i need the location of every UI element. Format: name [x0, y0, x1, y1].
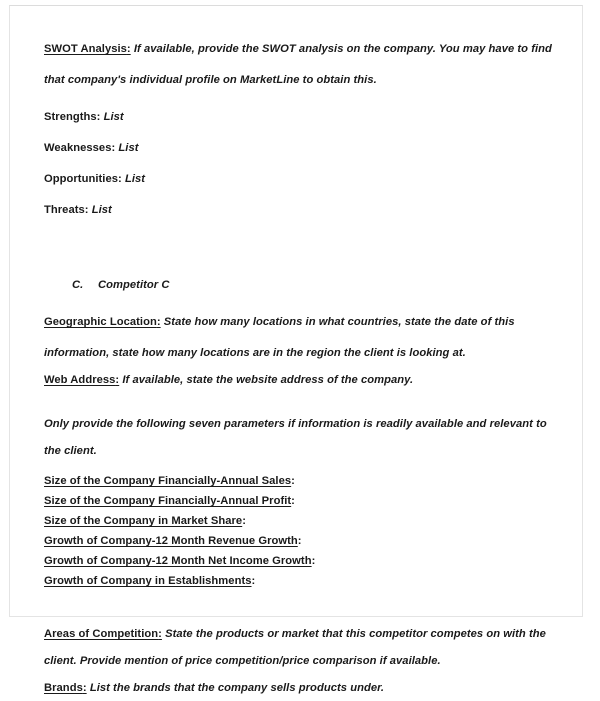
parameter-line — [44, 491, 562, 511]
section-title: Competitor C — [98, 279, 170, 291]
parameter-line — [44, 511, 562, 531]
areas-of-competition-text: State the products or market that this competitor competes on with the client. Provide mention of price competition/price comparison if available. — [44, 628, 546, 667]
seven-parameters-note — [44, 411, 562, 465]
parameter-line — [44, 551, 562, 571]
weaknesses-line — [44, 133, 562, 164]
section-heading-competitor-c — [44, 270, 562, 301]
parameter-line — [44, 571, 562, 591]
parameter-colon: : — [291, 475, 295, 487]
parameter-line — [44, 531, 562, 551]
parameter-colon: : — [251, 575, 256, 587]
parameter-label: Growth of Company in Establishments — [44, 575, 252, 587]
parameter-colon: : — [311, 555, 316, 567]
parameter-label: Growth of Company-12 Month Revenue Growth — [44, 535, 298, 547]
web-address-paragraph — [44, 369, 562, 391]
swot-analysis-paragraph — [44, 34, 562, 96]
parameter-label: Size of the Company Financially-Annual Profit — [44, 495, 292, 507]
geographic-location-text: State how many locations in what countries, state the date of this information, state how many locations are in the region the client is looking at. — [44, 316, 515, 359]
brands-colon: : — [82, 682, 87, 694]
brands-label: Brands — [44, 682, 83, 694]
parameter-line — [44, 471, 562, 491]
swot-analysis-label: SWOT Analysis — [44, 43, 127, 55]
spacer — [44, 391, 562, 411]
parameter-colon: : — [242, 515, 246, 527]
swot-analysis-body: If available, provide the SWOT analysis on the company. You may have to find that company's individual profile on MarketLine to obtain this. — [44, 43, 552, 86]
spacer — [44, 226, 562, 270]
seven-parameters-note-text: Only provide the following seven parameters if information is readily available and relevant to the client. — [44, 418, 547, 457]
brands-text: List the brands that the company sells products under. — [89, 682, 385, 694]
spacer — [44, 591, 562, 621]
threats-value: List — [91, 204, 112, 216]
geographic-location-colon: : — [156, 316, 161, 328]
parameter-colon: : — [291, 495, 295, 507]
threats-label: Threats: — [44, 204, 89, 216]
parameter-colon: : — [297, 535, 302, 547]
opportunities-label: Opportunities: — [44, 173, 122, 185]
section-marker: C. — [72, 279, 84, 291]
strengths-label: Strengths: — [44, 111, 101, 123]
web-address-label: Web Address — [44, 374, 116, 386]
opportunities-value: List — [124, 173, 146, 185]
document-page — [9, 5, 583, 694]
parameter-label: Growth of Company-12 Month Net Income Growth — [44, 555, 312, 567]
areas-of-competition-colon: : — [158, 628, 162, 640]
strengths-line — [44, 102, 562, 133]
geographic-location-paragraph — [44, 307, 562, 369]
strengths-value: List — [103, 111, 124, 123]
weaknesses-label: Weaknesses: — [44, 142, 116, 154]
parameter-label: Size of the Company in Market Share — [44, 515, 243, 527]
geographic-location-label: Geographic Location — [44, 316, 157, 328]
opportunities-line — [44, 164, 562, 195]
web-address-text: If available, state the website address of the company. — [122, 374, 414, 386]
areas-of-competition-paragraph — [44, 621, 562, 675]
brands-paragraph — [44, 675, 562, 701]
web-address-colon: : — [115, 374, 120, 386]
parameter-label: Size of the Company Financially-Annual Sales — [44, 475, 292, 487]
document-body — [44, 34, 562, 701]
weaknesses-value: List — [118, 142, 139, 154]
areas-of-competition-label: Areas of Competition — [44, 628, 159, 640]
threats-line — [44, 195, 562, 226]
swot-analysis-colon: : — [126, 43, 131, 55]
